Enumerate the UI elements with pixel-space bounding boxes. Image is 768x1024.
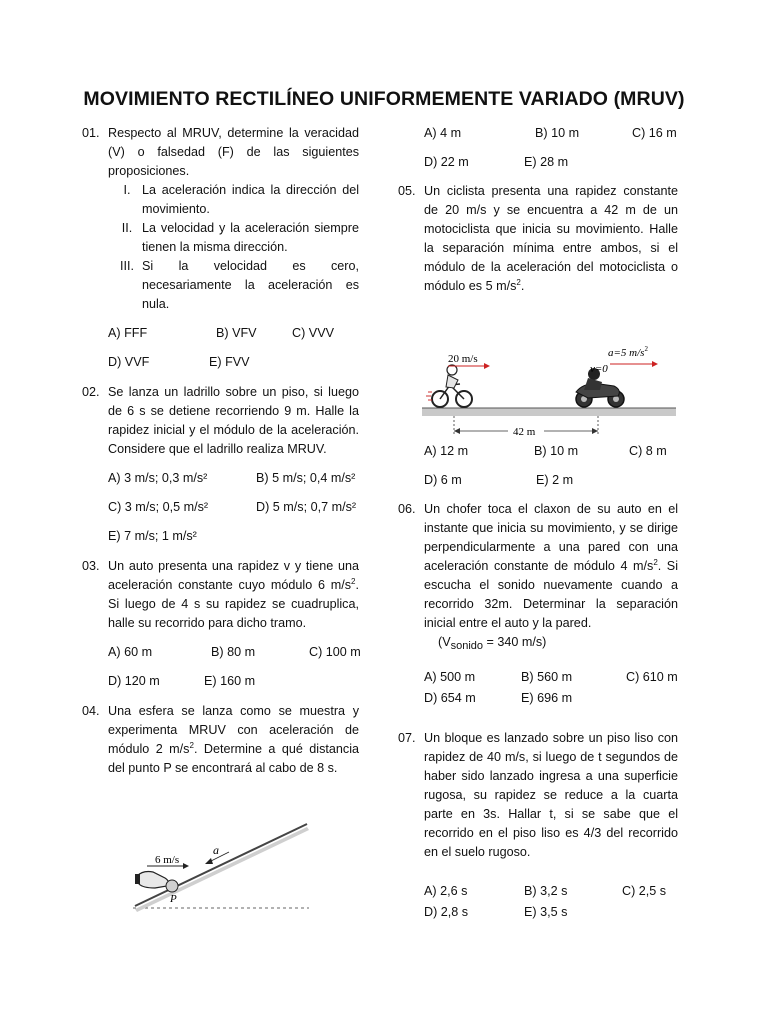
answer-options (108, 324, 359, 343)
answer-options (424, 903, 678, 922)
answer-options (424, 153, 678, 172)
question-number: 01. (82, 126, 100, 140)
speed-label: 6 m/s (155, 854, 180, 866)
option-d: D) VVF (108, 355, 150, 369)
inclined-plane-figure (125, 818, 315, 914)
option-b: B) 3,2 s (524, 884, 568, 898)
point-label: P (170, 893, 177, 905)
proposition-item: I. La aceleración indica la dirección del movimiento. (123, 183, 359, 216)
question-03 (82, 557, 359, 633)
option-d: D) 6 m (424, 473, 462, 487)
option-d: D) 120 m (108, 674, 160, 688)
option-c: C) 16 m (632, 126, 677, 140)
option-a: A) 3 m/s; 0,3 m/s² (108, 471, 208, 485)
option-a: A) 60 m (108, 645, 153, 659)
option-e: E) 696 m (521, 691, 573, 705)
question-06 (398, 500, 678, 652)
question-text: Se lanza un ladrillo sobre un piso, si luego de 6 s se detiene recorriendo 9 m. Halle la rapidez inicial y el módulo de la aceleración. Considere que el ladrillo realiza MRUV. (108, 385, 359, 456)
option-b: B) 5 m/s; 0,4 m/s² (256, 471, 356, 485)
question-text: Un ciclista presenta una rapidez constante de 20 m/s y se encuentra a 42 m de un motociclista que inicia su movimiento. Halle la separación mínima entre ambos, si el módulo de la aceleración del motociclista o módulo es 5 $m/s^2$. (424, 184, 678, 293)
question-number: 03. (82, 559, 100, 573)
option-d: D) 654 m (424, 691, 476, 705)
moto-accel-label: a=5 $m/s^2$ (608, 345, 648, 359)
answer-options (108, 353, 359, 372)
option-c: C) 100 m (309, 645, 361, 659)
option-c: C) 8 m (629, 444, 667, 458)
option-b: B) 10 m (534, 444, 579, 458)
option-e: E) 160 m (204, 674, 256, 688)
answer-options (108, 643, 359, 662)
option-e: E) 28 m (524, 155, 569, 169)
option-a: A) FFF (108, 326, 148, 340)
answer-options (108, 498, 359, 517)
sound-speed-note: ($V_{sonido} = 340$ m/s) (438, 635, 547, 652)
proposition-item: II. La velocidad y la aceleración siempre tienen la misma dirección. (121, 221, 359, 254)
question-number: 05. (398, 184, 416, 198)
question-04 (82, 702, 359, 778)
option-a: A) 500 m (424, 670, 476, 684)
option-d: D) 2,8 s (424, 905, 469, 919)
answer-options (424, 124, 678, 143)
proposition-item: III. Si la velocidad es cero, necesariamente la aceleración es nula. (120, 259, 359, 311)
option-e: E) 2 m (536, 473, 574, 487)
question-number: 07. (398, 731, 416, 745)
question-07 (398, 729, 678, 862)
question-text: Respecto al MRUV, determine la veracidad (V) o falsedad (F) de las siguientes proposiciones. (108, 126, 359, 178)
cyclist-motorcyclist-figure (418, 340, 680, 444)
question-05 (398, 182, 678, 296)
answer-options (424, 668, 678, 687)
answer-options (108, 469, 359, 488)
question-02 (82, 383, 359, 459)
right-column (398, 124, 678, 922)
question-text: Una esfera se lanza como se muestra y experimenta MRUV con aceleración de módulo 2 $m/s^2$. Determine a qué distancia del punto P se encontrará al cabo de 8 s. (108, 704, 360, 775)
hand-icon (137, 872, 169, 889)
option-e: E) 7 m/s; 1 m/s² (108, 529, 197, 543)
option-c: C) 3 m/s; 0,5 m/s² (108, 500, 209, 514)
option-b: B) 560 m (521, 670, 573, 684)
answer-options (424, 442, 678, 461)
question-01 (82, 124, 359, 314)
cyclist-speed-label: 20 m/s (448, 353, 478, 365)
option-b: B) 80 m (211, 645, 256, 659)
question-text: Un chofer toca el claxon de su auto en el instante que inicia su movimiento, y se dirige perpendicularmente a una pared con una aceleración constante de módulo 4 $m/s^2$. Si escucha el sonido nuevamente cuando a recorrido 32m. Determinar la separación inicial entre el auto y la pared. (424, 502, 678, 630)
option-a: A) 12 m (424, 444, 469, 458)
answer-options (424, 689, 678, 708)
question-text: Un bloque es lanzado sobre un piso liso con rapidez de 40 m/s, si luego de t segundos de haber sido lanzado ingresa a una superficie rugosa, su rapidez se reduce a la cuarta parte en 3s. Hallar t, si se sabe que el recorrido en el piso liso es 4/3 del recorrido en el suelo rugoso. (424, 731, 678, 859)
option-c: C) 2,5 s (622, 884, 667, 898)
option-a: A) 4 m (424, 126, 462, 140)
option-e: E) FVV (209, 355, 250, 369)
question-number: 04. (82, 704, 100, 718)
proposition-list (108, 181, 359, 314)
answer-options (108, 672, 359, 691)
option-d: D) 22 m (424, 155, 469, 169)
option-c: C) 610 m (626, 670, 678, 684)
answer-options (424, 882, 678, 901)
answer-options (424, 471, 678, 490)
option-b: B) VFV (216, 326, 257, 340)
option-a: A) 2,6 s (424, 884, 468, 898)
page-title: MOVIMIENTO RECTILÍNEO UNIFORMEMENTE VARIADO (MRUV) (83, 88, 685, 110)
option-c: C) VVV (292, 326, 334, 340)
moto-velocity-label: v=0 (590, 363, 608, 375)
left-column (82, 124, 359, 778)
question-number: 06. (398, 502, 416, 516)
cyclist-icon (426, 365, 472, 407)
option-e: E) 3,5 s (524, 905, 568, 919)
question-number: 02. (82, 385, 100, 399)
answer-options (108, 527, 359, 546)
road (422, 408, 676, 416)
option-b: B) 10 m (535, 126, 580, 140)
option-d: D) 5 m/s; 0,7 m/s² (256, 500, 357, 514)
sphere (166, 880, 178, 892)
acceleration-label: a (213, 843, 219, 857)
distance-label: 42 m (513, 426, 536, 438)
question-text: Un auto presenta una rapidez v y tiene una aceleración constante cuyo módulo 6 $m/s^2$. Si luego de 4 s su rapidez se cuadruplica, halle su recorrido para dicho tramo. (108, 559, 359, 630)
